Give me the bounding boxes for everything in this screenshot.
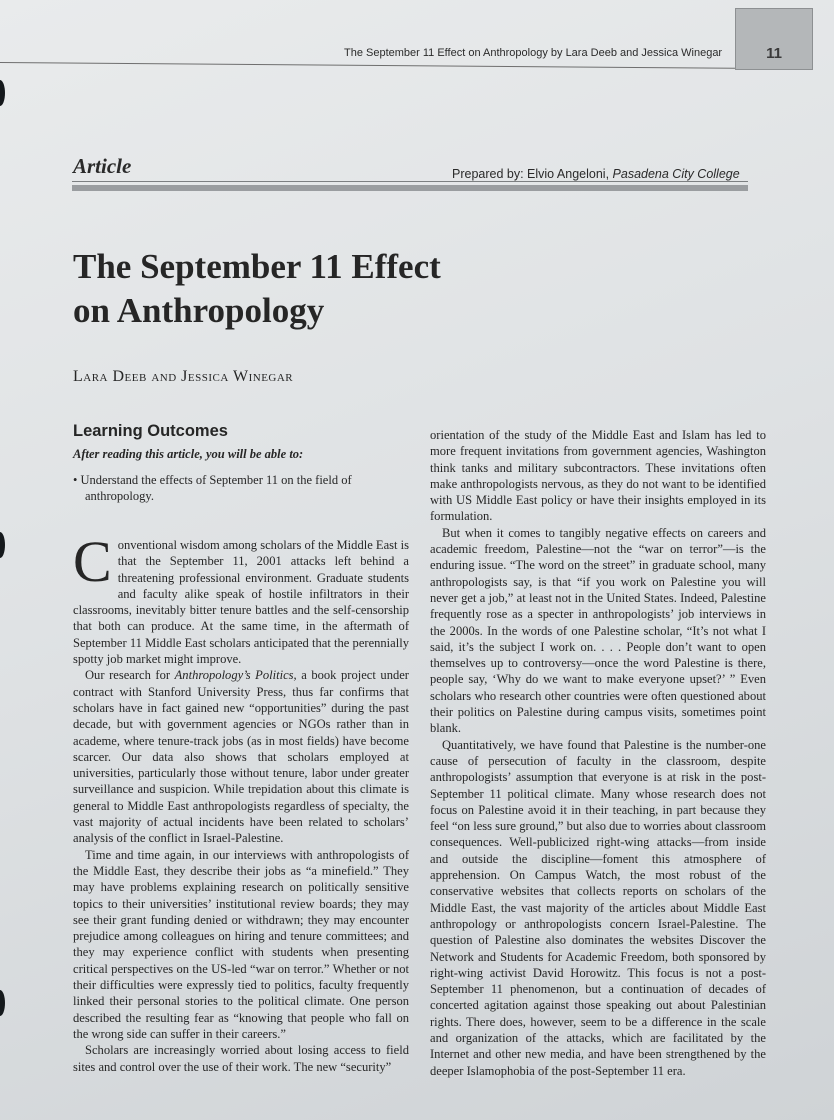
- body-paragraph: But when it comes to tangibly negative effects on careers and academic freedom, Palestine—not the “war on terror”—is the enduring issue. “The word on the street” in graduate school, many anthropologists say, is that “if you work on Palestine you will never get a job,” at least not in the United States. Indeed, Palestine frequently rose as a specter in anthropologists’ job interviews in the 2000s. In the words of one Palestine scholar, “It’s not what I said, it’s the subject I work on. . . . People don’t want to open themselves up to controversy—once the word Palestine is there, people say, ‘Why do we want to make everyone upset?’ ” Even scholars who research other countries were often questioned about their politics on Palestine during campus visits, sometimes point blank.: [430, 525, 766, 736]
- article-title-line1: The September 11 Effect: [73, 247, 441, 286]
- running-header: The September 11 Effect on Anthropology by Lara Deeb and Jessica Winegar: [344, 47, 723, 59]
- learning-outcomes-intro: After reading this article, you will be able to:: [73, 447, 304, 461]
- body-paragraph: Scholars are increasingly worried about losing access to field sites and control over the use of their work. The new “security”: [73, 1043, 409, 1074]
- book-title: Anthropology’s Politics,: [174, 668, 297, 683]
- body-column-right: [430, 427, 766, 1079]
- section-rule-thin: [72, 181, 748, 182]
- authors: Lara Deeb and Jessica Winegar: [73, 368, 294, 385]
- body-paragraph-text: Our research for: [85, 668, 175, 683]
- body-paragraph-text: onventional wisdom among scholars of the Middle East is that the September 11, 2001 attacks left behind a threatening professional environment. Graduate students and faculty alike speak of hostile infiltrators in their classrooms, inevitably bitter tenure battles and the self-censorship that both can produce. At the same time, in the aftermath of September 11 Middle East scholars anticipated that the perennially spotty job market might improve.: [73, 538, 410, 667]
- body-column-left: [73, 529, 410, 1075]
- body-paragraph: [73, 529, 410, 667]
- article-title: [73, 245, 633, 333]
- prepared-by-institution: Pasadena City College: [612, 167, 740, 181]
- binder-hole: [0, 990, 5, 1016]
- drop-cap: C: [73, 529, 112, 594]
- body-paragraph: Quantitatively, we have found that Palestine is the number-one cause of persecution of faculty in the classroom, despite anthropologists’ assumption that everyone is at risk in the post-September 11 political climate. Many whose research does not focus on Palestine avoid it in their teaching, in part because they feel “on less sure ground,” but also due to worries about classroom consequences. Well-publicized right-wing attacks—from inside and outside the discipline—foment this atmosphere of apprehension. On Campus Watch, the most robust of the conservative websites that collects reports on scholars of the Middle East, the vast majority of the articles about Middle East anthropology or anthropologists concern Israel-Palestine. The question of Palestine also dominates the websites Discover the Network and Students for Academic Freedom, both sponsored by right-wing activist David Horowitz. This focus is not a post-September 11 phenomenon, but a continuation of decades of concerted agitation against those speaking out about Palestinian rights. There does, however, seem to be a difference in the scale and organization of the attacks, which are facilitated by the Internet and other new media, and have been strengthened by the deeper Islamophobia of the post-September 11 era.: [430, 737, 766, 1078]
- learning-outcomes-heading: Learning Outcomes: [73, 422, 228, 440]
- article-label: Article: [73, 154, 132, 178]
- section-rule-thick: [72, 185, 748, 191]
- binder-hole: [0, 532, 5, 558]
- page-number-tab: [735, 8, 813, 70]
- header-rule: [0, 62, 735, 69]
- prepared-by-name: Prepared by: Elvio Angeloni,: [452, 167, 613, 181]
- body-paragraph-text: a book project under contract with Stanford University Press, thus far confirms that scholars have in fact gained new “opportunities” during the past decade, but with government agencies or NGOs rather than in academe, where tenure-track jobs (as in most fields) have become scarcer. Our data also shows that scholars employed at universities, particularly those without tenure, labor under greater surveillance and suspicion. While trepidation about this climate is general to Middle East anthropologists regardless of specialty, the vast majority of actual incidents have been related to scholars’ analysis of the conflict in Israel-Palestine.: [73, 668, 409, 846]
- learning-outcome-text: Understand the effects of September 11 on the field of anthropology.: [80, 473, 352, 504]
- body-paragraph: Time and time again, in our interviews with anthropologists of the Middle East, they describe their jobs as “a minefield.” They may have problems explaining research on politically sensitive topics to their universities’ institutional review boards; they may see their grant funding denied or withdrawn; they may encounter prejudice among colleagues on hiring and tenure committees; and they may experience conflict with students when presenting critical perspectives on the US-led “war on terror.” Whether or not their difficulties were expressly tied to politics, faculty frequently linked their personal stories to the political climate. One person described the resulting fear as “knowing that people who fall on the wrong side can suffer in their careers.”: [73, 847, 409, 1041]
- body-paragraph: [73, 667, 409, 846]
- prepared-by: [452, 167, 740, 181]
- learning-outcome-item: • Understand the effects of September 11 on the field of anthropology.: [73, 473, 352, 504]
- binder-hole: [0, 80, 5, 106]
- page-number: 11: [766, 45, 782, 62]
- article-title-line2: on Anthropology: [73, 291, 325, 330]
- body-paragraph: orientation of the study of the Middle East and Islam has led to more frequent invitations from government agencies, Washington think tanks and military subcontractors. These invitations often make anthropologists nervous, as they do not want to be identified with US Middle East policy or have their insights employed in its formulation.: [430, 428, 766, 524]
